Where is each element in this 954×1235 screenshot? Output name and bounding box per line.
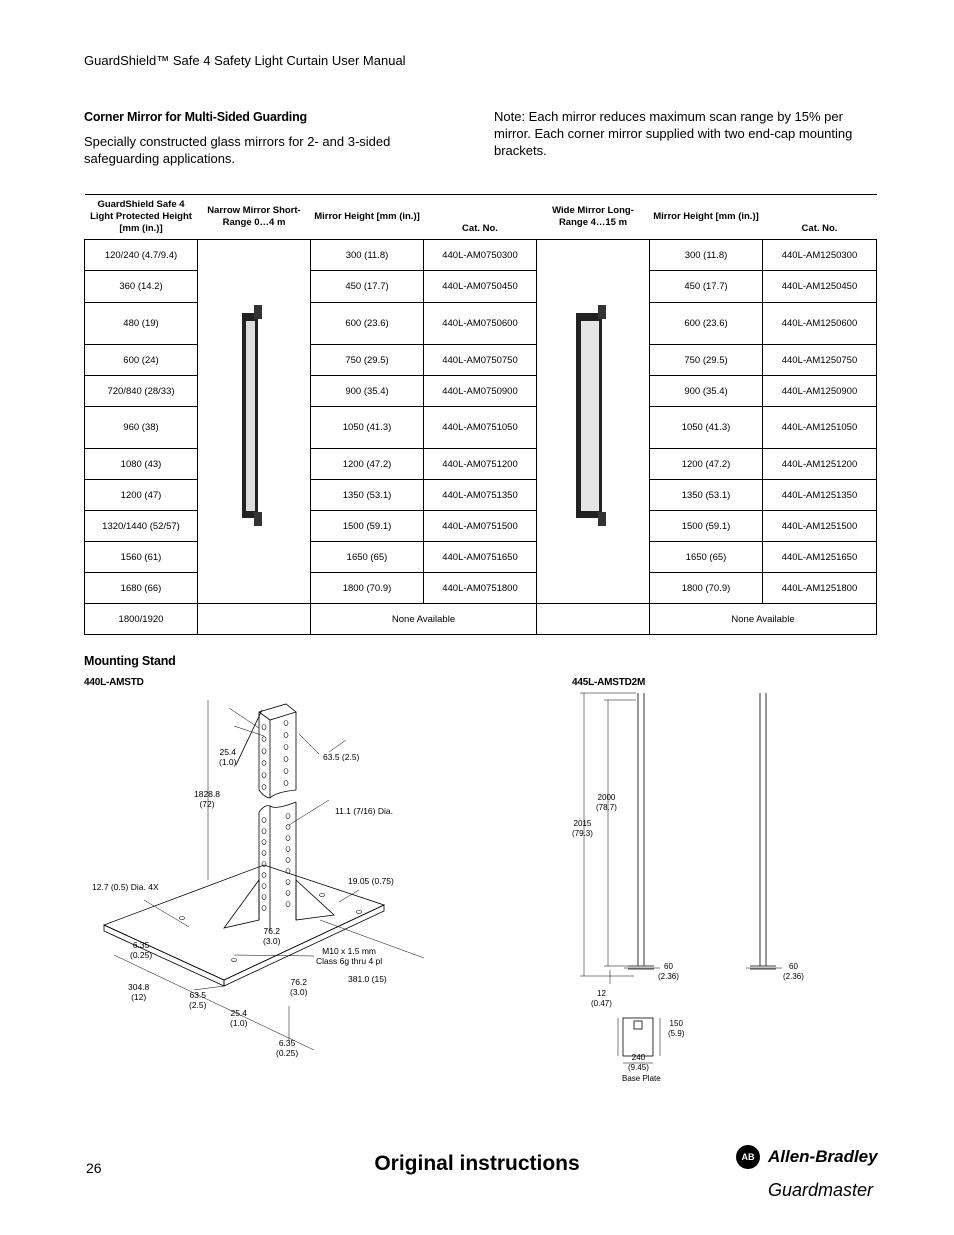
table-cell: 440L-AM1250300 <box>763 240 877 271</box>
table-cell: 960 (38) <box>85 407 198 449</box>
dim-label: 25.4 (1.0) <box>219 747 237 767</box>
dim-label: 76.2 (3.0) <box>290 977 308 997</box>
mount-hole <box>232 959 237 962</box>
bolt-hole <box>284 769 288 774</box>
table-cell: 600 (24) <box>85 345 198 376</box>
table-cell: 720/840 (28/33) <box>85 376 198 407</box>
dim-label: 25.4 (1.0) <box>230 1008 248 1028</box>
dim-label: 150 (5.9) <box>668 1019 685 1038</box>
table-cell: 1350 (53.1) <box>311 480 424 511</box>
wide-mirror-image <box>537 240 650 604</box>
table-row <box>85 240 877 271</box>
col-header: Cat. No. <box>424 195 537 240</box>
table-cell: 480 (19) <box>85 303 198 345</box>
table-cell <box>198 604 311 635</box>
table-cell: 1200 (47.2) <box>650 449 763 480</box>
bolt-hole <box>262 737 266 742</box>
table-cell: 1050 (41.3) <box>311 407 424 449</box>
dim-label: 6.35 (0.25) <box>276 1038 299 1058</box>
bolt-hole <box>262 884 266 889</box>
table-cell: 440L-AM1251200 <box>763 449 877 480</box>
table-cell: 440L-AM0750600 <box>424 303 537 345</box>
table-cell: 440L-AM1250450 <box>763 271 877 303</box>
table-cell: 1500 (59.1) <box>311 511 424 542</box>
bolt-hole <box>286 814 290 819</box>
bolt-hole <box>286 858 290 863</box>
table-cell: 440L-AM1251050 <box>763 407 877 449</box>
table-cell: 440L-AM1251350 <box>763 480 877 511</box>
table-cell: 440L-AM1251650 <box>763 542 877 573</box>
allen-bradley-logo: Allen-Bradley <box>768 1147 878 1166</box>
col-header: Mirror Height [mm (in.)] <box>311 195 424 240</box>
stand-left-label: 440L-AMSTD <box>84 677 144 688</box>
bolt-hole <box>284 757 288 762</box>
narrow-mirror-icon <box>234 305 274 535</box>
bolt-hole <box>286 825 290 830</box>
bolt-hole <box>262 829 266 834</box>
mirror-table <box>84 194 877 635</box>
bolt-hole <box>262 895 266 900</box>
running-header: GuardShield™ Safe 4 Safety Light Curtain User Manual <box>84 53 406 68</box>
bolt-hole <box>286 836 290 841</box>
table-cell: 1650 (65) <box>650 542 763 573</box>
table-cell: 440L-AM0751200 <box>424 449 537 480</box>
col-header: Mirror Height [mm (in.)] <box>650 195 763 240</box>
bolt-hole <box>262 862 266 867</box>
table-cell <box>537 604 650 635</box>
mounting-stand-title: Mounting Stand <box>84 654 176 668</box>
bolt-hole <box>284 745 288 750</box>
guardmaster-logo: Guardmaster <box>768 1180 874 1200</box>
bolt-hole <box>262 851 266 856</box>
bolt-hole <box>286 847 290 852</box>
table-cell: 1800 (70.9) <box>650 573 763 604</box>
table-cell: 1800 (70.9) <box>311 573 424 604</box>
corner-mirror-title: Corner Mirror for Multi-Sided Guarding <box>84 110 307 124</box>
table-row <box>85 604 877 635</box>
stand-445l-drawing <box>570 688 810 1088</box>
dim-label: 60 (2.36) <box>783 962 804 981</box>
table-header-row <box>85 195 877 240</box>
dim-label: 12 (0.47) <box>591 989 612 1008</box>
table-cell: None Available <box>650 604 877 635</box>
table-cell: 1080 (43) <box>85 449 198 480</box>
col-header: Wide Mirror Long-Range 4…15 m <box>537 195 650 240</box>
bolt-hole <box>262 725 266 730</box>
dim-label: 304.8 (12) <box>128 982 150 1002</box>
bolt-hole <box>284 733 288 738</box>
table-cell: 440L-AM1250750 <box>763 345 877 376</box>
table-cell: 440L-AM0750750 <box>424 345 537 376</box>
table-cell: 450 (17.7) <box>311 271 424 303</box>
dim-label: 6.35 (0.25) <box>130 940 153 960</box>
col-header: Narrow Mirror Short-Range 0…4 m <box>198 195 311 240</box>
table-cell: 1320/1440 (52/57) <box>85 511 198 542</box>
bolt-hole <box>286 880 290 885</box>
table-cell: 440L-AM0751350 <box>424 480 537 511</box>
corner-mirror-desc: Specially constructed glass mirrors for 2- and 3-sided safeguarding applications. <box>84 134 391 166</box>
col-header: GuardShield Safe 4 Light Protected Height [mm (in.)] <box>85 195 198 240</box>
dim-label: 63.5 (2.5) <box>323 752 360 762</box>
dim-label: Base Plate <box>622 1074 661 1083</box>
table-cell: 440L-AM1250900 <box>763 376 877 407</box>
bolt-hole <box>284 721 288 726</box>
table-cell: 600 (23.6) <box>311 303 424 345</box>
col-header: Cat. No. <box>763 195 877 240</box>
table-cell: 120/240 (4.7/9.4) <box>85 240 198 271</box>
table-cell: 300 (11.8) <box>311 240 424 271</box>
dim-label: 11.1 (7/16) Dia. <box>335 806 393 816</box>
bolt-hole <box>262 906 266 911</box>
table-cell: 1560 (61) <box>85 542 198 573</box>
table-cell: 1200 (47) <box>85 480 198 511</box>
mount-hole <box>357 911 362 914</box>
table-cell: 440L-AM0750300 <box>424 240 537 271</box>
table-cell: 440L-AM1251800 <box>763 573 877 604</box>
dim-label: 63.5 (2.5) <box>189 990 207 1010</box>
table-cell: 900 (35.4) <box>311 376 424 407</box>
bolt-hole <box>262 773 266 778</box>
table-cell: None Available <box>311 604 537 635</box>
table-cell: 600 (23.6) <box>650 303 763 345</box>
dim-label: 12.7 (0.5) Dia. 4X <box>92 882 159 892</box>
wide-mirror-icon <box>568 305 618 535</box>
narrow-mirror-image <box>198 240 311 604</box>
table-cell: 750 (29.5) <box>311 345 424 376</box>
bolt-hole <box>262 818 266 823</box>
dim-label: 240 (9.45) <box>628 1053 649 1072</box>
bolt-hole <box>286 891 290 896</box>
corner-mirror-note: Note: Each mirror reduces maximum scan range by 15% per mirror. Each corner mirror supplied with two end-cap mounting brackets. <box>494 109 853 158</box>
table-cell: 450 (17.7) <box>650 271 763 303</box>
table-cell: 440L-AM0750900 <box>424 376 537 407</box>
table-cell: 1680 (66) <box>85 573 198 604</box>
table-cell: 440L-AM0751650 <box>424 542 537 573</box>
bolt-hole <box>286 902 290 907</box>
bolt-hole <box>262 840 266 845</box>
dim-label: M10 x 1.5 mm Class 6g thru 4 pl <box>316 946 383 966</box>
mount-hole <box>320 894 325 897</box>
dim-label: 60 (2.36) <box>658 962 679 981</box>
bolt-hole <box>262 749 266 754</box>
table-cell: 440L-AM0751500 <box>424 511 537 542</box>
bolt-hole <box>284 781 288 786</box>
dim-label: 381.0 (15) <box>348 974 387 984</box>
table-cell: 440L-AM1250600 <box>763 303 877 345</box>
table-cell: 750 (29.5) <box>650 345 763 376</box>
bolt-hole <box>262 873 266 878</box>
dim-label: 1828.8 (72) <box>194 789 220 809</box>
mount-hole <box>180 917 185 920</box>
footer-title: Original instructions <box>374 1152 580 1175</box>
stand-right-label: 445L-AMSTD2M <box>572 677 646 688</box>
table-cell: 1500 (59.1) <box>650 511 763 542</box>
table-cell: 1650 (65) <box>311 542 424 573</box>
dim-label: 2015 (79.3) <box>572 819 593 838</box>
bolt-hole <box>262 785 266 790</box>
dim-label: 19.05 (0.75) <box>348 876 394 886</box>
page-number: 26 <box>86 1160 102 1176</box>
table-cell: 1050 (41.3) <box>650 407 763 449</box>
table-cell: 300 (11.8) <box>650 240 763 271</box>
table-cell: 1200 (47.2) <box>311 449 424 480</box>
table-cell: 440L-AM1251500 <box>763 511 877 542</box>
table-cell: 1800/1920 <box>85 604 198 635</box>
table-cell: 900 (35.4) <box>650 376 763 407</box>
table-cell: 440L-AM0751050 <box>424 407 537 449</box>
table-cell: 440L-AM0751800 <box>424 573 537 604</box>
dim-label: 76.2 (3.0) <box>263 926 281 946</box>
table-cell: 440L-AM0750450 <box>424 271 537 303</box>
bolt-hole <box>262 761 266 766</box>
table-cell: 1350 (53.1) <box>650 480 763 511</box>
table-cell: 360 (14.2) <box>85 271 198 303</box>
dim-label: 2000 (78.7) <box>596 793 617 812</box>
ab-logo: AB <box>736 1145 760 1169</box>
